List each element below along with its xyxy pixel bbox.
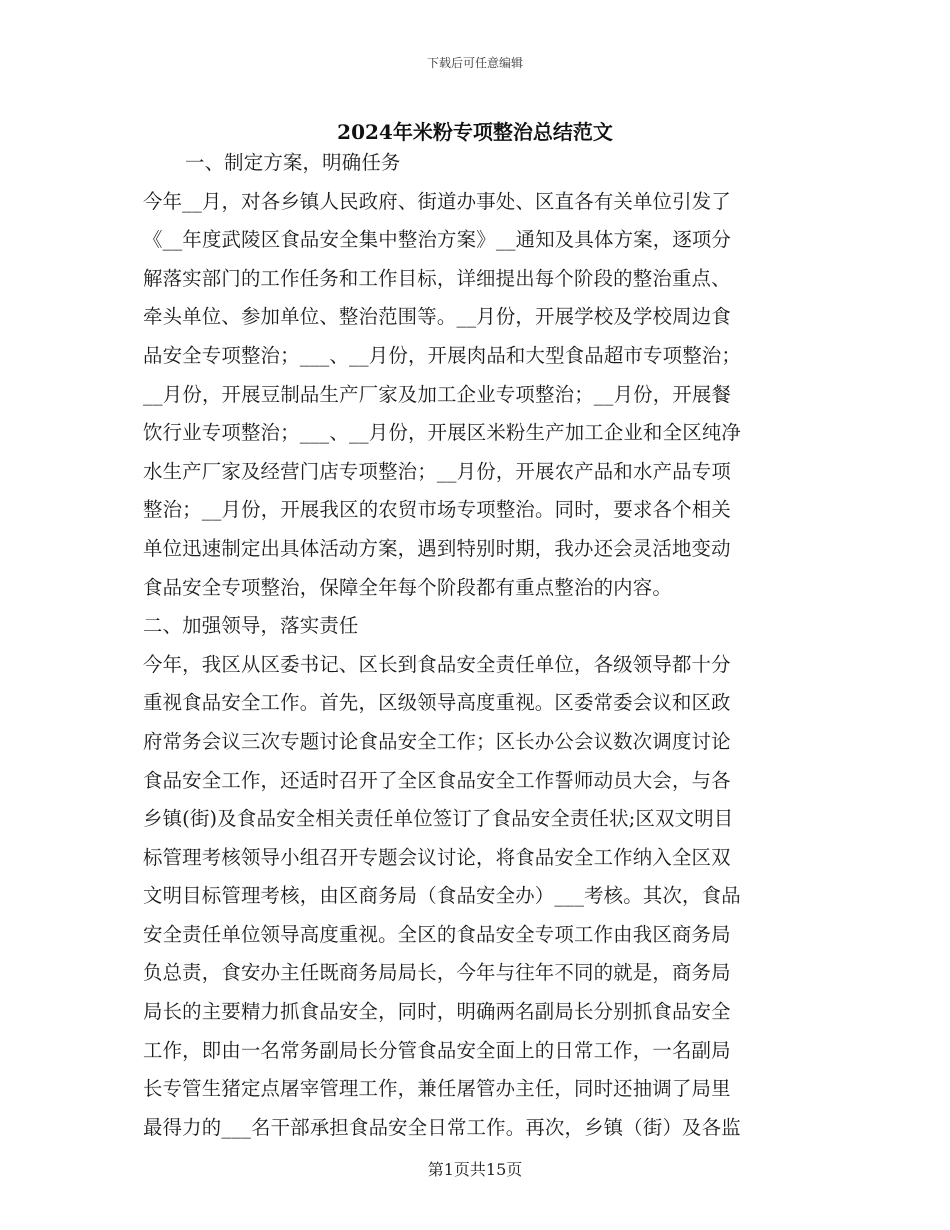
paragraph-line: 文明目标管理考核，由区商务局（食品安全办）___考核。其次，食品 xyxy=(143,884,741,908)
paragraph-line: 今年__月，对各乡镇人民政府、街道办事处、区直各有关单位引发了 xyxy=(143,189,731,213)
paragraph-line: 乡镇(街)及食品安全相关责任单位签订了食品安全责任状;区双文明目 xyxy=(143,807,734,831)
paragraph-line: 解落实部门的工作任务和工作目标，详细提出每个阶段的整治重点、 xyxy=(143,266,731,290)
section-heading: 一、制定方案，明确任务 xyxy=(185,151,401,174)
paragraph-line: 负总责，食安办主任既商务局局长，今年与往年不同的就是，商务局 xyxy=(143,961,731,985)
paragraph-line: 食品安全工作，还适时召开了全区食品安全工作誓师动员大会，与各 xyxy=(143,768,731,792)
paragraph-line: 《__年度武陵区食品安全集中整治方案》__通知及具体方案，逐项分 xyxy=(143,228,732,252)
document-body xyxy=(143,144,807,1147)
paragraph-line: 食品安全专项整治，保障全年每个阶段都有重点整治的内容。 xyxy=(143,575,672,599)
paragraph-line: __月份，开展豆制品生产厂家及加工企业专项整治；__月份，开展餐 xyxy=(143,382,732,406)
paragraph-line: 饮行业专项整治；___、__月份，开展区米粉生产加工企业和全区纯净 xyxy=(143,421,742,445)
page-footer: 第1页共15页 xyxy=(427,1160,523,1179)
paragraph-line: 标管理考核领导小组召开专题会议讨论，将食品安全工作纳入全区双 xyxy=(143,845,731,869)
section-heading: 二、加强领导，落实责任 xyxy=(143,614,359,638)
paragraph-line: 单位迅速制定出具体活动方案，遇到特别时期，我办还会灵活地变动 xyxy=(143,536,731,560)
paragraph-line: 牵头单位、参加单位、整治范围等。__月份，开展学校及学校周边食 xyxy=(143,305,731,329)
paragraph-line: 府常务会议三次专题讨论食品安全工作；区长办公会议数次调度讨论 xyxy=(143,729,731,753)
paragraph-line: 水生产厂家及经营门店专项整治；__月份，开展农产品和水产品专项 xyxy=(143,459,731,483)
paragraph-line: 工作，即由一名常务副局长分管食品安全面上的日常工作，一名副局 xyxy=(143,1038,731,1062)
document-title: 2024年米粉专项整治总结范文 xyxy=(337,120,613,144)
header-note: 下载后可任意编辑 xyxy=(426,56,523,70)
paragraph-line: 长专管生猪定点屠宰管理工作，兼任屠管办主任，同时还抽调了局里 xyxy=(143,1077,731,1101)
paragraph-line: 最得力的___名干部承担食品安全日常工作。再次，乡镇（街）及各监 xyxy=(143,1115,741,1139)
paragraph-line: 今年，我区从区委书记、区长到食品安全责任单位，各级领导都十分 xyxy=(143,652,731,676)
paragraph-line: 安全责任单位领导高度重视。全区的食品安全专项工作由我区商务局 xyxy=(143,922,731,946)
paragraph-line: 重视食品安全工作。首先，区级领导高度重视。区委常委会议和区政 xyxy=(143,691,731,715)
paragraph-line: 品安全专项整治；___、__月份，开展肉品和大型食品超市专项整治； xyxy=(143,343,742,367)
paragraph-line: 局长的主要精力抓食品安全，同时，明确两名副局长分别抓食品安全 xyxy=(143,1000,731,1024)
paragraph-line: 整治；__月份，开展我区的农贸市场专项整治。同时，要求各个相关 xyxy=(143,498,731,522)
